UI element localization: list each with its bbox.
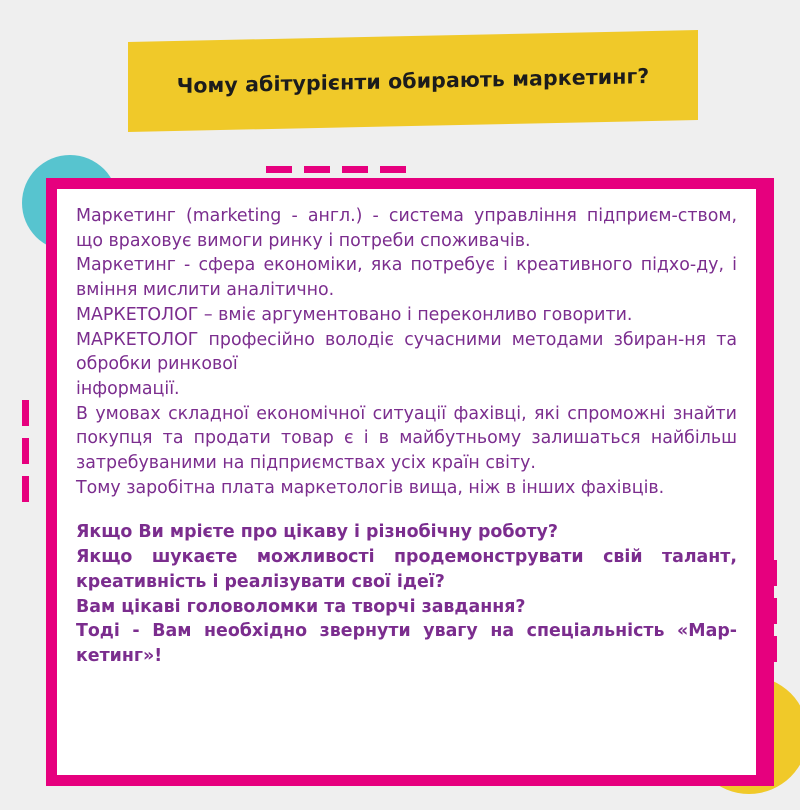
question-puzzles-tasks: Вам цікаві головоломки та творчі завдання? <box>76 596 526 617</box>
dash-mark <box>22 400 29 426</box>
content-text-block <box>54 186 759 778</box>
dash-mark <box>342 166 368 173</box>
question-talent-creativity: Якщо шукаєте можливості продемонструвати свій талант, креативність і реалізувати свої ідеї? <box>76 547 737 592</box>
dash-mark <box>22 476 29 502</box>
question-interesting-work: Якщо Ви мрієте про цікаву і різнобічну роботу? <box>76 522 558 543</box>
call-to-action: Тоді - Вам необхідно звернути увагу на спеціальність «Мар-кетинг»! <box>76 621 737 666</box>
paragraph-marketer-speaks: МАРКЕТОЛОГ – вміє аргументовано і переконливо говорити. <box>76 304 633 325</box>
paragraph-information: інформації. <box>76 378 180 399</box>
page-title: Чому абітурієнти обирають маркетинг? <box>176 64 650 98</box>
paragraph-definition-marketing: Маркетинг (marketing - англ.) - система управління підприєм-ством, що враховує вимоги ринку і потреби споживачів. <box>76 206 737 251</box>
paragraph-salary: Тому заробітна плата маркетологів вища, ніж в інших фахівців. <box>76 477 665 498</box>
dash-mark <box>266 166 292 173</box>
paragraph-marketing-sphere: Маркетинг - сфера економіки, яка потребує і креативного підхо-ду, і вміння мислити аналітично. <box>76 255 737 301</box>
paragraph-economic-situation: В умовах складної економічної ситуації фахівці, які спроможні знайти покупця та продати товар є і в майбутньому залишаться найбільш затребуваними на підприємствах усіх країн світу. <box>76 403 737 474</box>
paragraph-marketer-methods: МАРКЕТОЛОГ професійно володіє сучасними методами збиран-ня та обробки ринкової <box>76 329 737 375</box>
dashed-decoration-top <box>266 166 406 173</box>
paragraph-spacer <box>76 500 737 520</box>
dashed-decoration-left <box>22 400 29 502</box>
dash-mark <box>304 166 330 173</box>
dash-mark <box>380 166 406 173</box>
dash-mark <box>22 438 29 464</box>
